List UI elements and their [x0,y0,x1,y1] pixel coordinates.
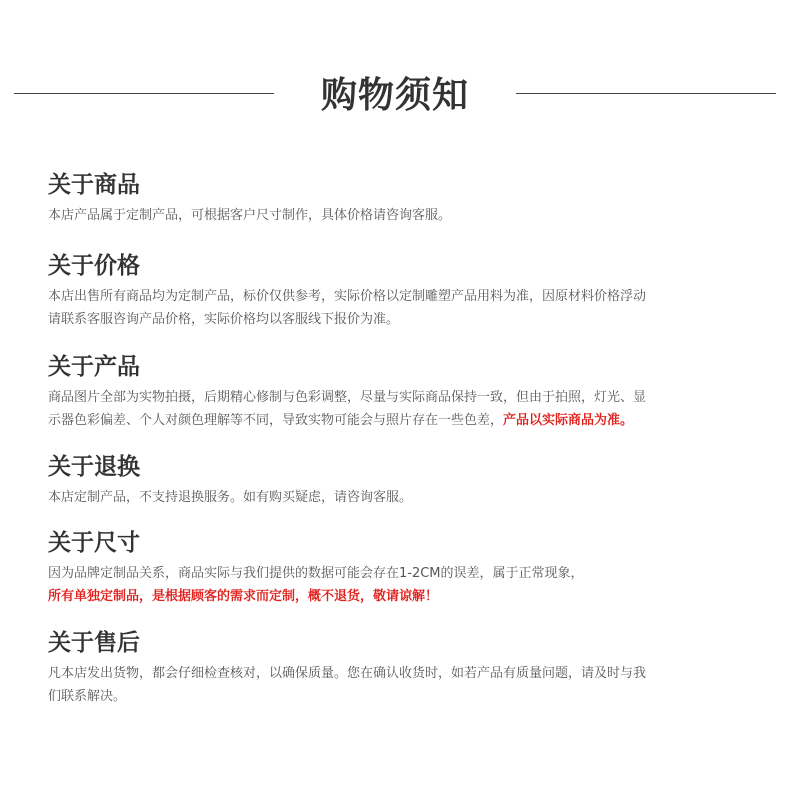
body-line: 商品图片全部为实物拍摄，后期精心修制与色彩调整，尽量与实际商品保持一致，但由于拍照，灯光、显 [48,390,647,405]
body-line: 本店出售所有商品均为定制产品，标价仅供参考，实际价格以定制雕塑产品用料为准，因原材料价格浮动 [48,289,647,304]
page-title: 购物须知 [320,75,469,116]
section-heading: 关于退换 [48,454,140,480]
body-text: 示器色彩偏差、个人对颜色理解等不同，导致实物可能会与照片存在一些色差， [48,413,504,428]
section-body [48,662,748,708]
highlight-notice: 所有单独定制品，是根据顾客的需求而定制，概不退货，敬请谅解！ [48,589,439,604]
section-about-item [48,352,748,432]
section-about-products [48,170,748,227]
section-after-sales [48,628,748,708]
body-line: 请联系客服咨询产品价格，实际价格均以客服线下报价为准。 [48,312,400,327]
body-line: 本店定制产品，不支持退换服务。如有购买疑虑，请咨询客服。 [48,490,413,505]
title-divider-left [14,93,274,94]
title-divider-right [516,93,776,94]
section-body [48,386,748,432]
highlight-notice: 产品以实际商品为准。 [503,413,634,428]
body-line: 本店产品属于定制产品，可根据客户尺寸制作，具体价格请咨询客服。 [48,208,452,223]
section-body [48,562,748,608]
section-body [48,486,748,509]
body-line: 凡本店发出货物，都会仔细检查核对，以确保质量。您在确认收货时，如若产品有质量问题，请及时与我 [48,666,647,681]
section-heading: 关于尺寸 [48,530,140,556]
section-about-size [48,528,748,608]
body-line: 们联系解决。 [48,689,127,704]
section-heading: 关于商品 [48,172,140,198]
section-about-price [48,251,748,331]
body-line [48,409,748,432]
title-row [0,68,790,124]
section-heading: 关于产品 [48,354,140,380]
section-about-returns [48,452,748,509]
body-line: 因为品牌定制品关系，商品实际与我们提供的数据可能会存在1-2CM的误差，属于正常现象， [48,566,584,581]
section-body [48,285,748,331]
section-body [48,204,748,227]
section-heading: 关于售后 [48,630,140,656]
section-heading: 关于价格 [48,253,140,279]
